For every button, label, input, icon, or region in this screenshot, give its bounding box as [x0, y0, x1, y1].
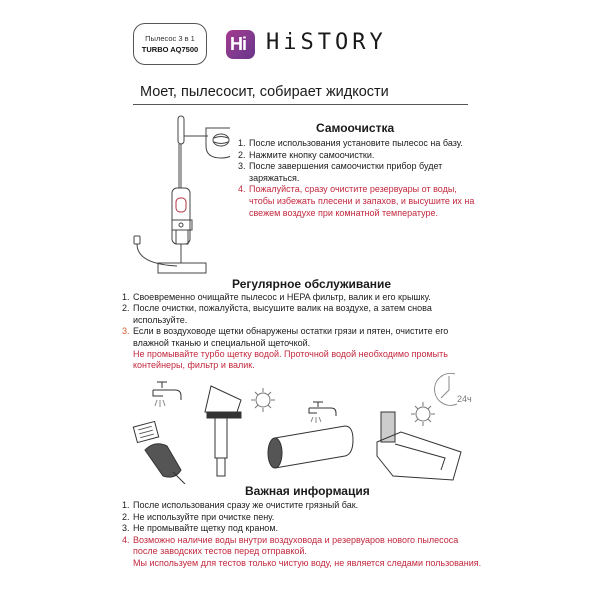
- section-title-maintenance: Регулярное обслуживание: [232, 277, 392, 291]
- clock-24h-icon: [435, 373, 457, 405]
- self-cleaning-steps: [238, 138, 478, 219]
- brand-logo-text: HiSTORY: [266, 30, 387, 55]
- section-title-important: Важная информация: [245, 484, 370, 498]
- brand-logo-mark: [226, 30, 255, 59]
- model-name: TURBO AQ7500: [141, 45, 199, 54]
- list-item: 3. После завершения самоочистки прибор будет заряжаться.: [238, 161, 443, 183]
- roller-icon: [268, 426, 353, 468]
- list-item: 1. После использования установите пылесос на базу.: [238, 138, 463, 148]
- base-station-icon: [377, 412, 461, 480]
- logo-mark-text: Hi: [230, 34, 246, 54]
- list-item-warning: 4. Пожалуйста, сразу очистите резервуары от воды, чтобы избежать плесени и запахов, и высушите их на свежем воздухе при комнатной температуре.: [238, 184, 475, 218]
- vacuum-on-base-illustration: [130, 108, 230, 278]
- maintenance-steps: [122, 292, 482, 372]
- list-item: 3. Не промывайте щетку под краном.: [122, 523, 279, 534]
- dry-time-label: 24ч: [457, 394, 472, 404]
- dust-container-icon: [145, 444, 181, 477]
- maintenance-warning: Не промывайте турбо щетку водой. Проточной водой необходимо промыть контейнеры, фильтр и валик.: [133, 349, 448, 371]
- list-item: 2. Не используйте при очистке пену.: [122, 511, 275, 522]
- list-item-warning: 4. Возможно наличие воды внутри воздуховода и резервуаров нового пылесоса после заводских тестов перед отправкой.: [122, 534, 459, 557]
- list-item: 1. После использования сразу же очистите грязный бак.: [122, 500, 359, 510]
- list-item: 2. Нажмите кнопку самоочистки.: [238, 149, 375, 160]
- section-title-self-cleaning: Самоочистка: [316, 121, 395, 135]
- important-info-list: [122, 500, 482, 570]
- faucet-icon: [309, 402, 336, 423]
- model-type: Пылесос 3 в 1: [145, 34, 195, 43]
- sun-icon: [251, 388, 275, 412]
- model-badge: [133, 23, 207, 65]
- brush-head-icon: [205, 386, 241, 476]
- list-item: 3. Если в воздуховоде щетки обнаружены остатки грязи и пятен, очистите его влажной тканью и специальной щеточкой.: [122, 326, 449, 348]
- cleaning-parts-illustrations: [115, 372, 495, 484]
- list-item: 2. После очистки, пожалуйста, высушите валик на воздухе, а затем снова используйте.: [122, 303, 432, 325]
- page-headline: Моет, пылесосит, собирает жидкости: [140, 84, 389, 100]
- important-note: Мы используем для тестов только чистую воду, не является следами пользования.: [133, 557, 482, 568]
- list-item: 1. Своевременно очищайте пылесос и HEPA фильтр, валик и его крышку.: [122, 292, 431, 302]
- divider: [133, 104, 468, 105]
- faucet-icon: [153, 382, 181, 407]
- sun-icon: [411, 402, 435, 426]
